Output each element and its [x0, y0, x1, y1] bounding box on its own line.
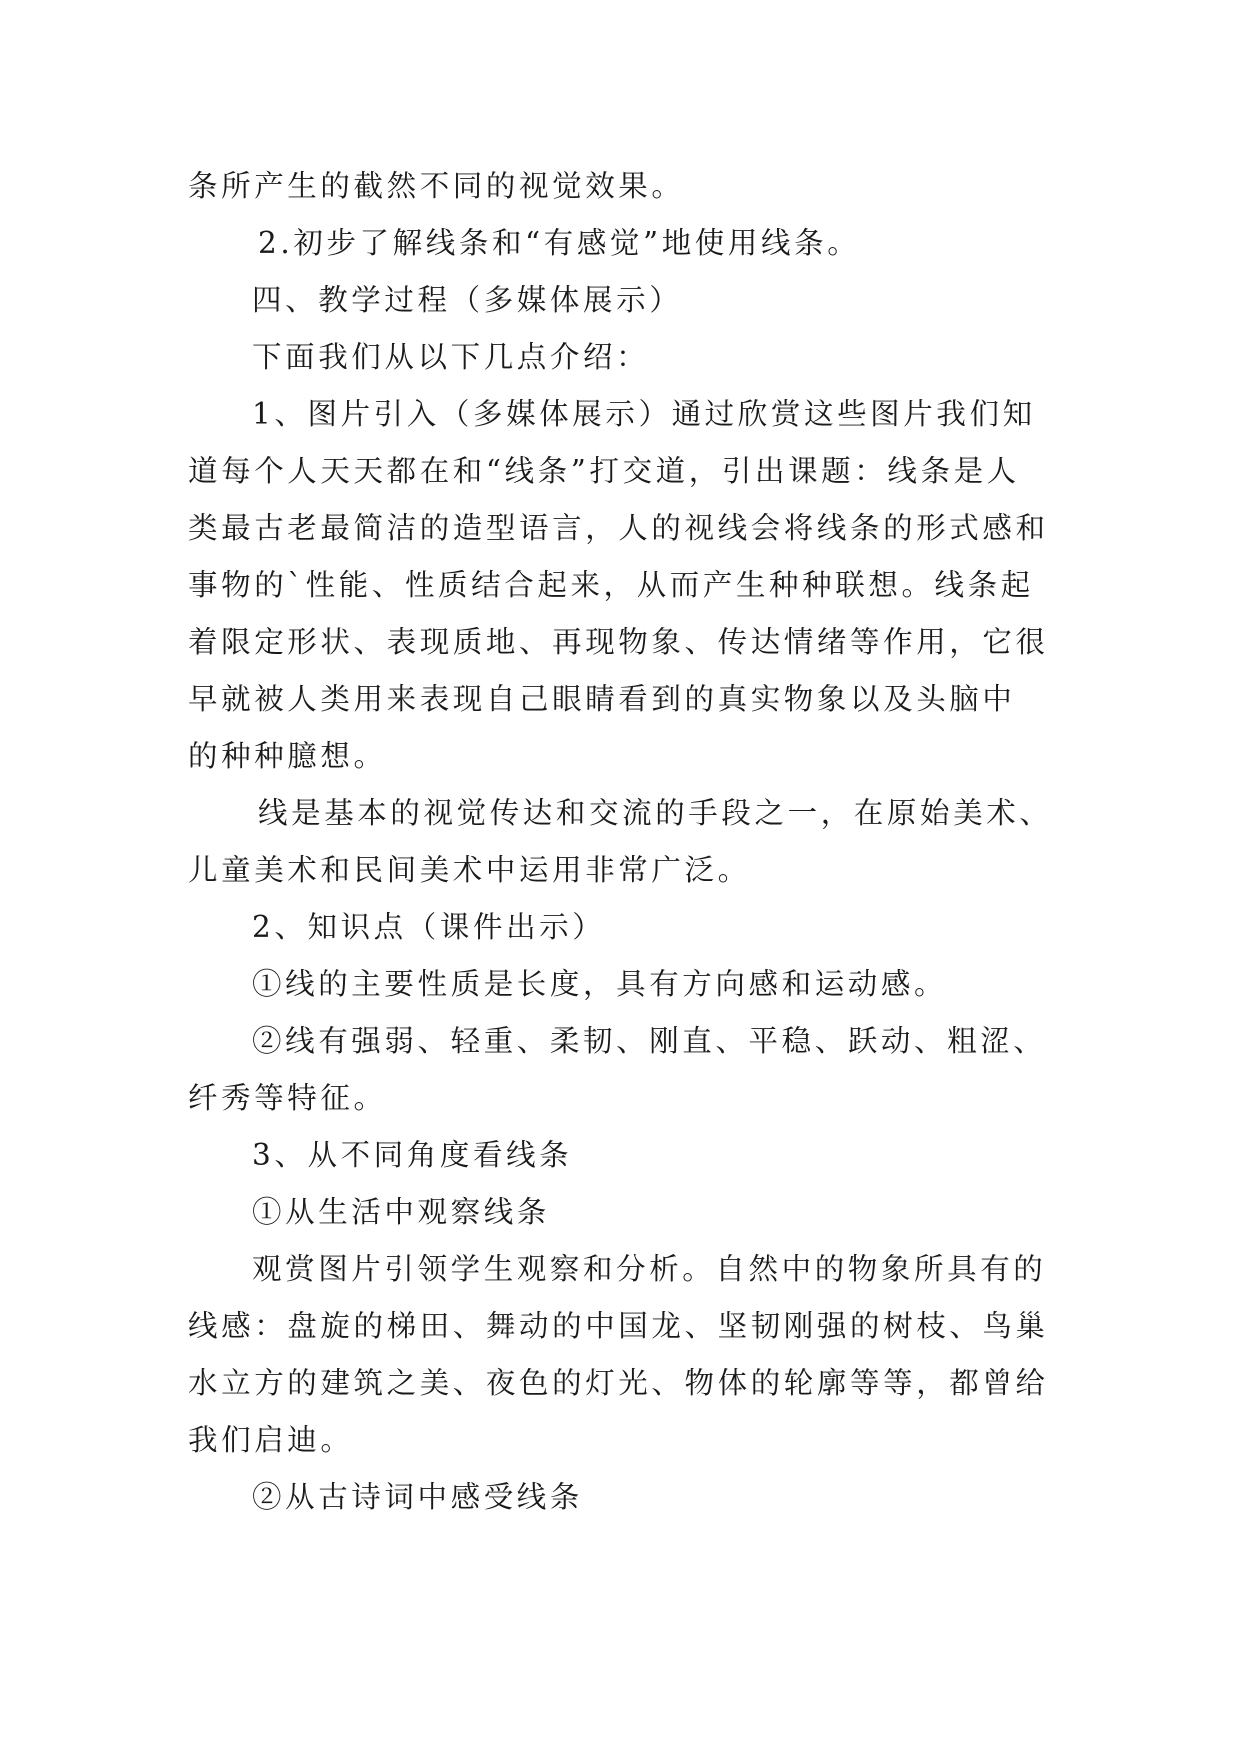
- text-line: 线感：盘旋的梯田、舞动的中国龙、坚韧刚强的树枝、鸟巢: [188, 1309, 1049, 1343]
- text-line: 道每个人天天都在和“线条”打交道，引出课题：线条是人: [188, 454, 1020, 488]
- text-line: 的种种臆想。: [188, 739, 387, 773]
- text-line: 2、知识点（课件出示）: [252, 910, 606, 944]
- text-line: ②线有强弱、轻重、柔韧、刚直、平稳、跃动、粗涩、: [252, 1024, 1047, 1058]
- text-line: ①线的主要性质是长度，具有方向感和运动感。: [252, 967, 948, 1001]
- text-line: 线是基本的视觉传达和交流的手段之一，在原始美术、: [258, 796, 1053, 830]
- text-line: 观赏图片引领学生观察和分析。自然中的物象所具有的: [252, 1252, 1047, 1286]
- text-line: ①从生活中观察线条: [252, 1195, 550, 1229]
- text-line: 1、图片引入（多媒体展示）通过欣赏这些图片我们知: [252, 397, 1036, 431]
- text-line: 类最古老最简洁的造型语言，人的视线会将线条的形式感和: [188, 511, 1049, 545]
- text-line: 水立方的建筑之美、夜色的灯光、物体的轮廓等等，都曾给: [188, 1366, 1049, 1400]
- text-line: 事物的`性能、性质结合起来，从而产生种种联想。线条起: [188, 568, 1034, 602]
- text-line: 条所产生的截然不同的视觉效果。: [188, 169, 685, 203]
- text-line: 儿童美术和民间美术中运用非常广泛。: [188, 853, 751, 887]
- text-line: 我们启迪。: [188, 1423, 354, 1457]
- text-line: ②从古诗词中感受线条: [252, 1480, 584, 1514]
- text-line: 3、从不同角度看线条: [252, 1138, 573, 1172]
- text-line: 2.初步了解线条和“有感觉”地使用线条。: [258, 226, 861, 260]
- text-line: 纤秀等特征。: [188, 1081, 387, 1115]
- text-line: 早就被人类用来表现自己眼睛看到的真实物象以及头脑中: [188, 682, 1016, 716]
- section-heading: 四、教学过程（多媒体展示）: [252, 283, 683, 317]
- text-line: 着限定形状、表现质地、再现物象、传达情绪等作用，它很: [188, 625, 1049, 659]
- text-line: 下面我们从以下几点介绍：: [252, 340, 650, 374]
